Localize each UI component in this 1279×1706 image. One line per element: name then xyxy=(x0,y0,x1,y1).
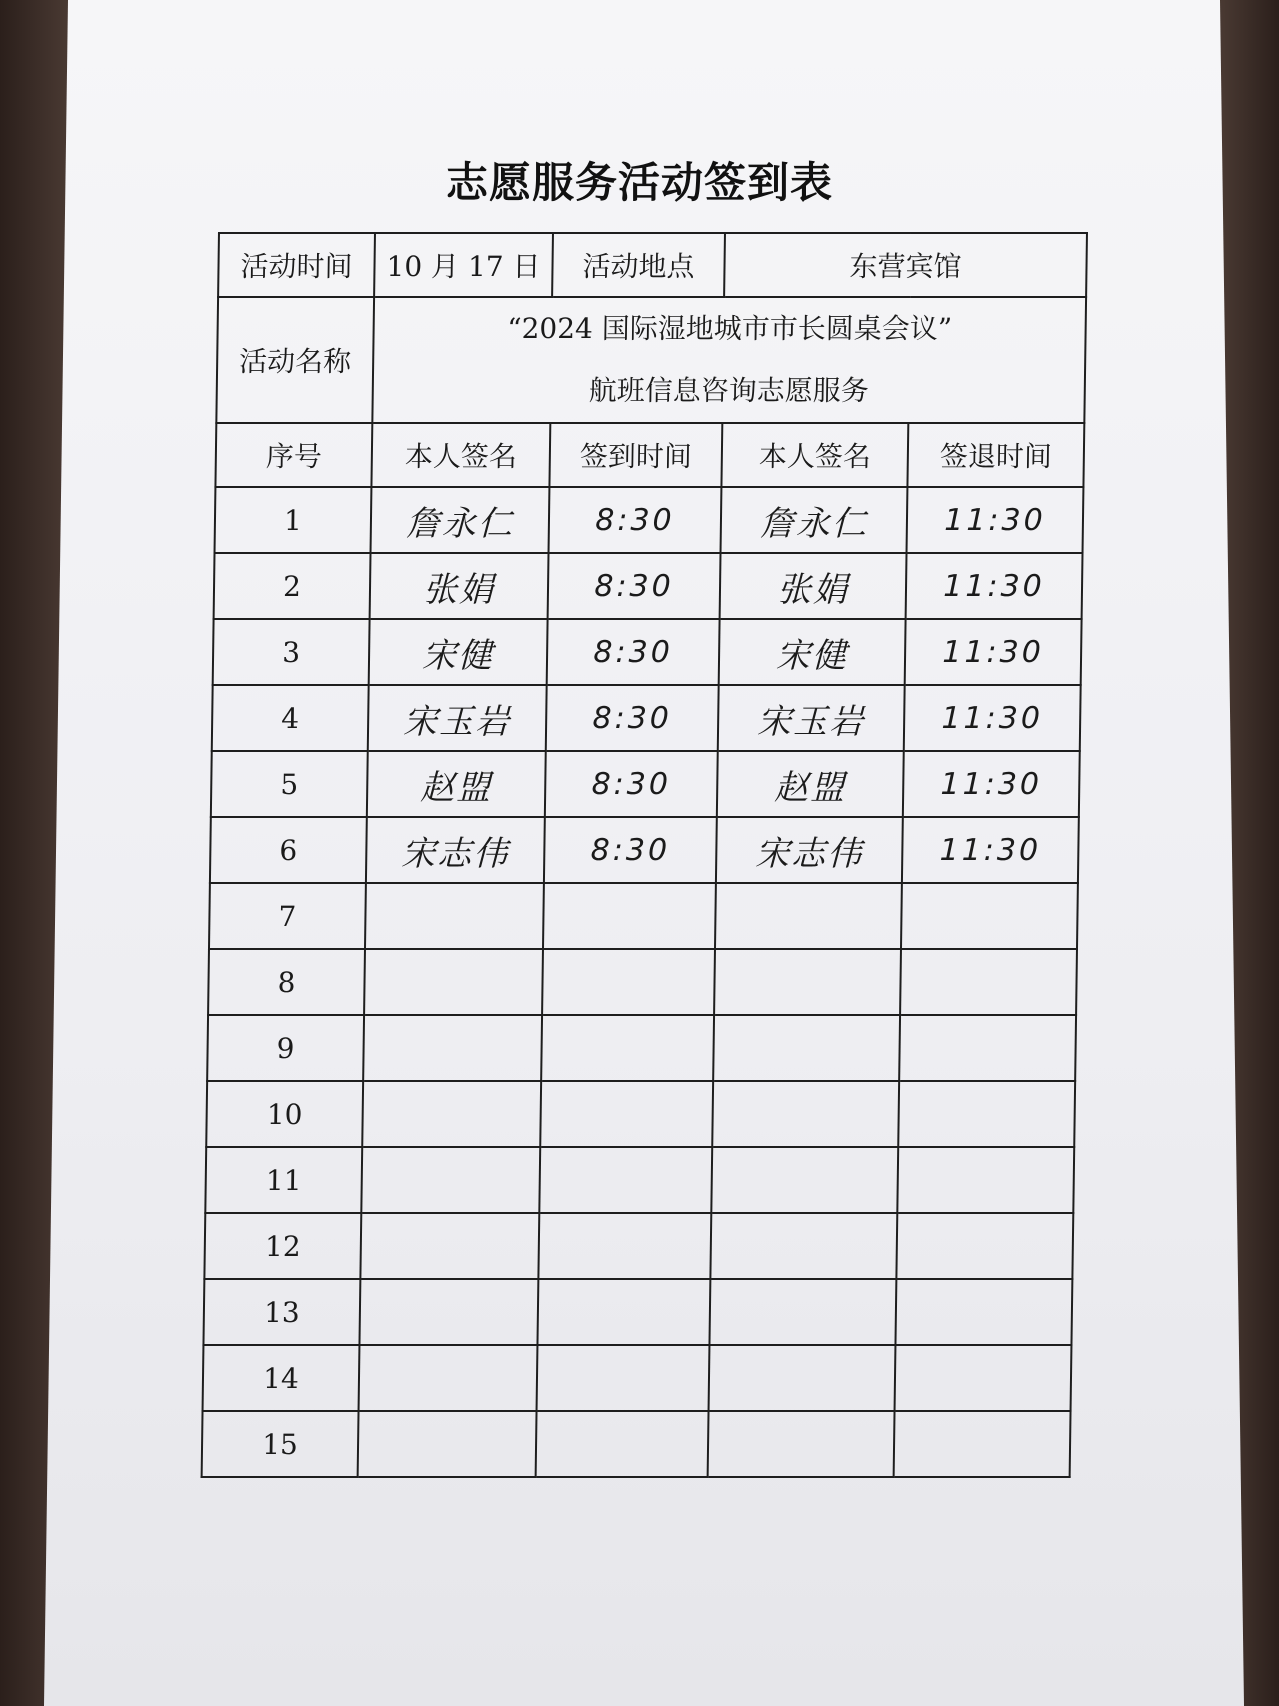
header-sign-in-time: 签到时间 xyxy=(549,423,722,487)
row-number-text: 14 xyxy=(262,1361,300,1395)
sign-in-time-text: 8:30 xyxy=(593,634,674,670)
sign-in-time xyxy=(549,487,722,553)
sign-in-time xyxy=(537,1345,710,1411)
sign-in-time-text: 8:30 xyxy=(595,502,675,538)
header-sign-in-name: 本人签名 xyxy=(371,423,550,487)
sign-in-signature xyxy=(371,487,550,553)
sign-out-signature-text: 宋志伟 xyxy=(755,833,864,874)
table-row xyxy=(206,1081,1075,1147)
sign-out-time xyxy=(902,817,1079,883)
sign-in-time xyxy=(543,883,716,949)
activity-time-label: 活动时间 xyxy=(218,233,375,297)
row-number xyxy=(208,949,365,1015)
document-title: 志愿服务活动签到表 xyxy=(445,158,833,207)
sign-in-signature xyxy=(365,883,544,949)
sign-in-signature xyxy=(369,619,548,685)
sign-in-signature-text: 宋玉岩 xyxy=(402,701,512,742)
sign-out-time xyxy=(897,1147,1074,1213)
sign-in-table-body xyxy=(202,233,1087,1477)
sign-out-signature xyxy=(714,949,901,1015)
sign-in-signature-text: 赵盟 xyxy=(419,767,493,808)
row-number-text: 6 xyxy=(279,833,298,867)
row-number xyxy=(204,1213,361,1279)
info-row xyxy=(218,233,1087,297)
sign-out-signature xyxy=(709,1279,896,1345)
row-number-text: 13 xyxy=(263,1295,300,1329)
row-number xyxy=(202,1411,359,1477)
row-number-text: 15 xyxy=(262,1427,299,1461)
sign-out-signature-text: 宋健 xyxy=(775,635,849,676)
sign-out-time xyxy=(904,685,1081,751)
sign-out-signature xyxy=(709,1345,896,1411)
sign-in-signature xyxy=(359,1279,538,1345)
sign-in-signature xyxy=(363,1015,542,1081)
sign-out-time xyxy=(900,949,1077,1015)
sign-out-signature xyxy=(716,817,903,883)
header-row xyxy=(215,423,1084,487)
sign-out-time xyxy=(895,1279,1072,1345)
sign-in-time xyxy=(547,619,720,685)
sign-out-signature xyxy=(721,487,908,553)
activity-name-cell xyxy=(372,297,1086,423)
sign-out-signature xyxy=(708,1411,895,1477)
sign-in-signature xyxy=(368,685,547,751)
sign-in-time xyxy=(544,817,717,883)
sign-in-time-text: 8:30 xyxy=(594,568,674,604)
header-sign-out-name: 本人签名 xyxy=(721,423,908,487)
sign-out-signature xyxy=(720,553,907,619)
row-number xyxy=(213,619,370,685)
sign-in-signature-text: 宋志伟 xyxy=(401,833,510,874)
sign-out-signature xyxy=(717,751,904,817)
sign-in-signature xyxy=(361,1147,540,1213)
row-number-text: 7 xyxy=(278,899,297,933)
table-row xyxy=(210,817,1079,883)
row-number-text: 8 xyxy=(277,965,296,999)
table-row xyxy=(207,1015,1076,1081)
row-number xyxy=(212,685,369,751)
sign-out-signature xyxy=(710,1213,897,1279)
row-number xyxy=(203,1279,360,1345)
sign-out-time xyxy=(903,751,1080,817)
row-number-text: 2 xyxy=(282,569,302,603)
activity-time-value: 10 月 17 日 xyxy=(374,233,553,297)
sign-out-time xyxy=(899,1015,1076,1081)
sign-out-signature xyxy=(715,883,902,949)
row-number xyxy=(207,1015,364,1081)
sign-out-time-text: 11:30 xyxy=(941,700,1044,736)
sign-in-signature xyxy=(358,1411,537,1477)
sign-out-time xyxy=(898,1081,1075,1147)
sign-in-table xyxy=(201,232,1088,1478)
sign-in-time xyxy=(545,751,718,817)
sign-in-signature-text: 宋健 xyxy=(421,635,495,676)
sign-out-signature-text: 赵盟 xyxy=(773,767,847,808)
sign-out-signature xyxy=(712,1081,899,1147)
sign-out-signature xyxy=(711,1147,898,1213)
sign-in-time xyxy=(536,1411,709,1477)
activity-name-line-2: 航班信息咨询志愿服务 xyxy=(588,374,870,407)
sign-in-signature xyxy=(360,1213,539,1279)
sign-in-time xyxy=(546,685,719,751)
sign-in-time-text: 8:30 xyxy=(590,832,671,868)
sign-in-time xyxy=(548,553,721,619)
header-sign-out-time: 签退时间 xyxy=(907,423,1084,487)
row-number xyxy=(215,487,372,553)
sign-in-time-text: 8:30 xyxy=(591,766,672,802)
sign-in-time xyxy=(542,949,715,1015)
table-row xyxy=(208,949,1077,1015)
sign-in-time xyxy=(539,1147,712,1213)
activity-name-row xyxy=(216,297,1086,423)
row-number-text: 3 xyxy=(281,635,301,669)
table-row xyxy=(212,685,1081,751)
row-number xyxy=(209,883,366,949)
row-number-text: 11 xyxy=(265,1163,302,1197)
row-number xyxy=(203,1345,360,1411)
table-row xyxy=(202,1411,1071,1477)
sign-out-time-text: 11:30 xyxy=(940,766,1043,802)
sign-in-signature xyxy=(359,1345,538,1411)
sign-out-signature-text: 詹永仁 xyxy=(759,503,869,544)
sign-out-time xyxy=(895,1345,1072,1411)
sign-in-time xyxy=(538,1213,711,1279)
table-row xyxy=(205,1147,1074,1213)
activity-name-label: 活动名称 xyxy=(216,297,374,423)
sign-in-signature-text: 詹永仁 xyxy=(405,503,515,544)
sign-in-signature xyxy=(364,949,543,1015)
row-number-text: 9 xyxy=(276,1031,295,1065)
sign-out-time-text: 11:30 xyxy=(943,568,1046,604)
sign-out-signature-text: 张娟 xyxy=(776,569,850,610)
row-number xyxy=(211,751,368,817)
row-number xyxy=(205,1147,362,1213)
row-number xyxy=(206,1081,363,1147)
activity-place-value: 东营宾馆 xyxy=(724,233,1087,297)
sign-out-signature xyxy=(719,619,906,685)
sign-out-time xyxy=(905,619,1082,685)
sign-in-signature xyxy=(367,751,546,817)
table-row xyxy=(213,619,1082,685)
table-row xyxy=(215,487,1084,553)
row-number xyxy=(210,817,367,883)
sign-out-time-text: 11:30 xyxy=(939,832,1042,868)
sign-in-time-text: 8:30 xyxy=(592,700,673,736)
sign-out-time xyxy=(901,883,1078,949)
table-row xyxy=(211,751,1080,817)
table-row xyxy=(214,553,1083,619)
sign-out-time xyxy=(907,487,1084,553)
header-no: 序号 xyxy=(215,423,372,487)
table-row xyxy=(209,883,1078,949)
sign-in-signature xyxy=(366,817,545,883)
sign-in-signature xyxy=(370,553,549,619)
row-number-text: 4 xyxy=(281,701,300,735)
table-row xyxy=(203,1345,1072,1411)
sign-out-time xyxy=(894,1411,1071,1477)
sign-in-time xyxy=(540,1081,713,1147)
sign-out-time-text: 11:30 xyxy=(942,634,1045,670)
row-number-text: 10 xyxy=(266,1097,303,1131)
activity-name-line-1: “2024 国际湿地城市市长圆桌会议” xyxy=(507,312,953,345)
sign-out-time-text: 11:30 xyxy=(943,502,1046,538)
sign-in-time xyxy=(541,1015,714,1081)
row-number-text: 5 xyxy=(280,767,299,801)
sign-out-signature xyxy=(718,685,905,751)
table-row xyxy=(203,1279,1072,1345)
row-number-text: 12 xyxy=(264,1229,301,1263)
row-number-text: 1 xyxy=(283,503,303,537)
sign-in-time xyxy=(537,1279,710,1345)
sign-out-signature xyxy=(713,1015,900,1081)
row-number xyxy=(214,553,371,619)
activity-place-label: 活动地点 xyxy=(552,233,725,297)
sign-out-signature-text: 宋玉岩 xyxy=(756,701,866,742)
sign-in-signature-text: 张娟 xyxy=(422,569,496,610)
sign-out-time xyxy=(896,1213,1073,1279)
table-row xyxy=(204,1213,1073,1279)
sign-out-time xyxy=(906,553,1083,619)
sign-in-signature xyxy=(362,1081,541,1147)
